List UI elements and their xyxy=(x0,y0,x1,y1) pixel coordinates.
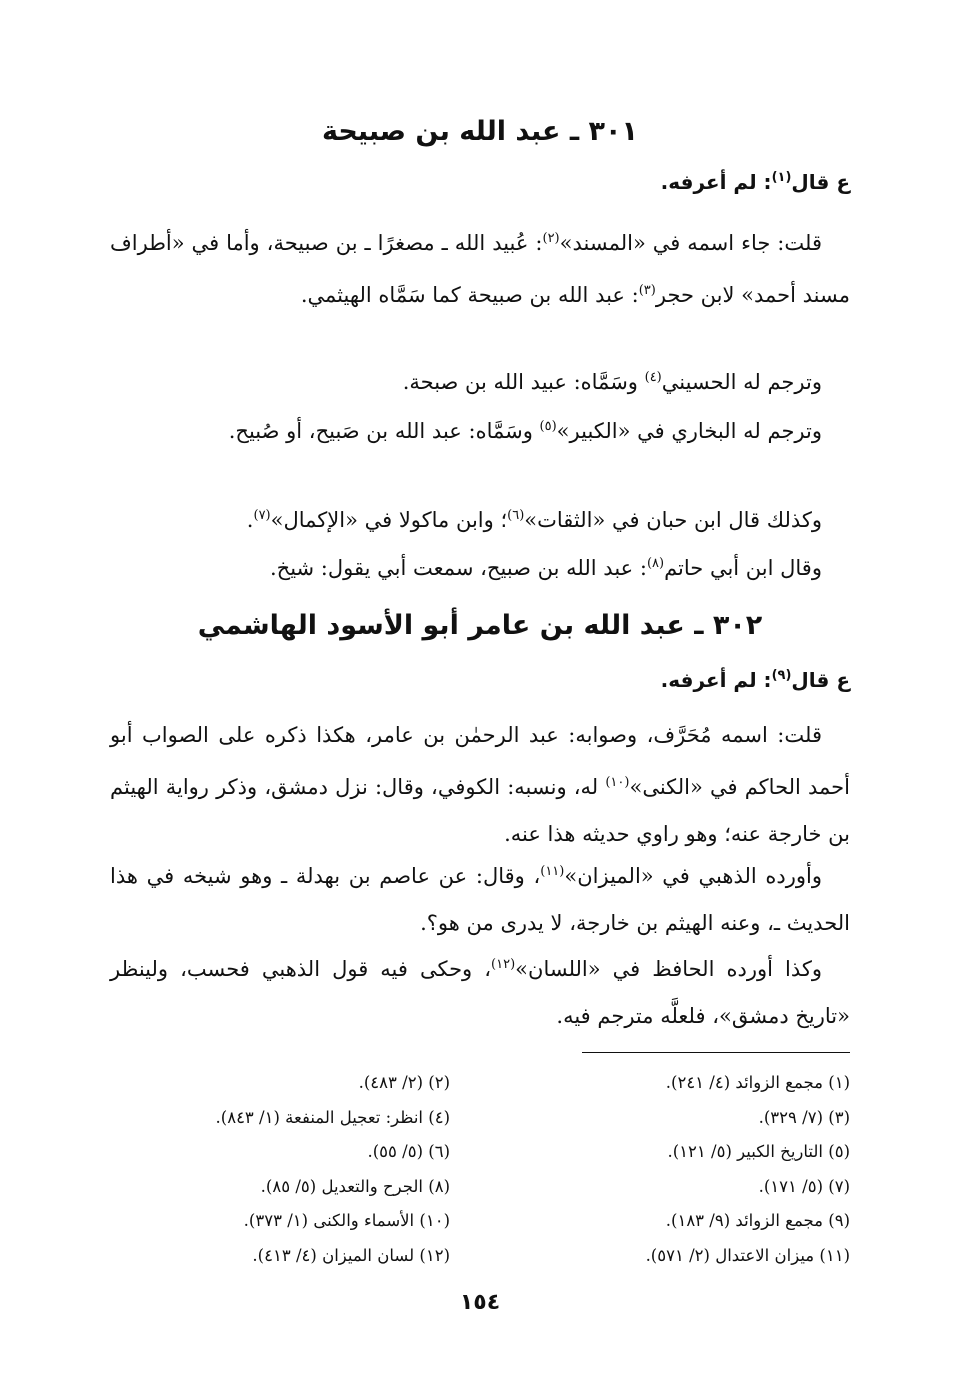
footnote-ref: (٨) xyxy=(646,556,665,571)
entry-301-paragraph-2 xyxy=(110,354,850,406)
footnote-item: (٧) (٥/ ١٧١). xyxy=(758,1176,850,1196)
footnote-ref: (١٢) xyxy=(491,957,516,972)
footnote-item: (١٢) لسان الميزان (٤/ ٤١٣). xyxy=(252,1245,450,1265)
footnote-item: (١٠) الأسماء والكنى (١/ ٣٧٣). xyxy=(243,1211,450,1230)
paragraph-text: : عُبيد الله ـ مصغرًا ـ بن صبيحة، وأما في «أطراف مسند أحمد» لابن حجر xyxy=(110,231,850,307)
footnote-item: (٣) (٧/ ٣٢٩). xyxy=(758,1107,850,1127)
paragraph-text: : عبد الله بن صبيحة كما سَمَّاه الهيثمي. xyxy=(300,283,639,307)
said-label: ع قال xyxy=(791,668,850,692)
paragraph-text: ؛ وابن ماكولا في «الإكمال» xyxy=(270,508,508,532)
paragraph-text: وكذا أورده الحافظ في «اللسان» xyxy=(515,957,822,981)
entry-302-paragraph-3 xyxy=(110,941,850,1040)
footnote-item: (٩) مجمع الزوائد (٩/ ١٨٣). xyxy=(665,1211,850,1230)
footnote-ref: (١١) xyxy=(540,864,565,879)
said-text: : لم أعرفه. xyxy=(660,170,772,194)
paragraph-text: : عبد الله بن صبيح، سمعت أبي يقول: شيخ. xyxy=(269,556,647,580)
paragraph-text: له، ونسبه: الكوفي، وقال: نزل دمشق، وذكر رواية الهيثم بن خارجة عنه؛ وهو راوي حديثه هذا عنه. xyxy=(110,775,850,846)
said-text: : لم أعرفه. xyxy=(660,668,772,692)
footnote-item: (١١) ميزان الاعتدال (٢/ ٥٧١). xyxy=(645,1245,850,1265)
entry-302-heading: ٣٠٢ ـ عبد الله بن عامر أبو الأسود الهاشمي xyxy=(197,610,763,641)
footnotes-left-column xyxy=(110,1066,450,1273)
entry-302-paragraph-2 xyxy=(110,848,850,947)
paragraph-text: وسَمَّاه: عبد الله بن صَبيح، أو صُبيح. xyxy=(228,419,540,443)
footnote-item: (٦) (٥/ ٥٥). xyxy=(367,1142,450,1161)
entry-301-said-line xyxy=(110,170,850,194)
paragraph-text: . xyxy=(246,508,254,532)
footnote-ref: (٧) xyxy=(253,508,271,523)
paragraph-text: قلت: جاء اسمه في «المسند» xyxy=(559,231,822,255)
paragraph-text: وقال ابن أبي حاتم xyxy=(664,556,822,580)
footnote-item: (١) مجمع الزوائد (٤/ ٢٤١). xyxy=(665,1073,850,1092)
paragraph-text: ، وقال: عن عاصم بن بهدلة ـ وهو شيخه في هذا الحديث ـ، وعنه الهيثم بن خارجة، لا يدرى من هو؟. xyxy=(110,864,850,935)
entry-301-heading: ٣٠١ ـ عبد الله بن صبيحة xyxy=(322,116,638,147)
paragraph-text: وكذلك قال ابن حبان في «الثقات» xyxy=(524,508,822,532)
footnote-item: (٨) الجرح والتعديل (٥/ ٨٥). xyxy=(260,1176,450,1196)
entry-302-said-line xyxy=(110,668,850,692)
entry-301-paragraph-1 xyxy=(110,215,850,319)
footnote-item: (٤) انظر: تعجيل المنفعة (١/ ٨٤٣). xyxy=(215,1107,450,1127)
paragraph-text: وترجم له الحسيني xyxy=(661,370,822,394)
footnote-ref: (٢) xyxy=(542,231,560,246)
footnote-ref: (٤) xyxy=(644,370,662,385)
entry-302-paragraph-1 xyxy=(110,712,850,858)
footnote-divider xyxy=(582,1052,850,1053)
footnotes-right-column xyxy=(510,1066,850,1273)
footnote-ref: (٩) xyxy=(771,668,792,683)
footnote-ref: (١٠) xyxy=(605,775,630,790)
footnote-ref: (١) xyxy=(771,170,792,185)
paragraph-text: وسَمَّاه: عبيد الله بن صبحة. xyxy=(402,370,645,394)
paragraph-text: وترجم له البخاري في «الكبير» xyxy=(556,419,822,443)
paragraph-text: وأورده الذهبي في «الميزان» xyxy=(564,864,822,888)
paragraph-text: قلت: اسمه مُحَرَّف، وصوابه: عبد الرحمٰن بن عامر، هكذا ذكره على الصواب أبو أحمد الحاكم في «الكنى» xyxy=(110,723,850,799)
entry-301-paragraph-3 xyxy=(110,403,850,455)
paragraph-text: ، وحكى فيه قول الذهبي فحسب، ولينظر «تاريخ دمشق»، فلعلَّه مترجم فيه. xyxy=(110,957,850,1028)
page-number: ١٥٤ xyxy=(459,1290,501,1315)
footnote-item: (٢) (٢/ ٤٨٣). xyxy=(358,1073,450,1092)
said-label: ع قال xyxy=(791,170,850,194)
footnote-ref: (٦) xyxy=(507,508,525,523)
entry-301-paragraph-5 xyxy=(110,540,850,592)
entry-301-paragraph-4 xyxy=(110,492,850,544)
footnote-item: (٥) التاريخ الكبير (٥/ ١٢١). xyxy=(667,1142,850,1161)
footnote-ref: (٥) xyxy=(539,419,557,434)
footnote-ref: (٣) xyxy=(638,283,656,298)
